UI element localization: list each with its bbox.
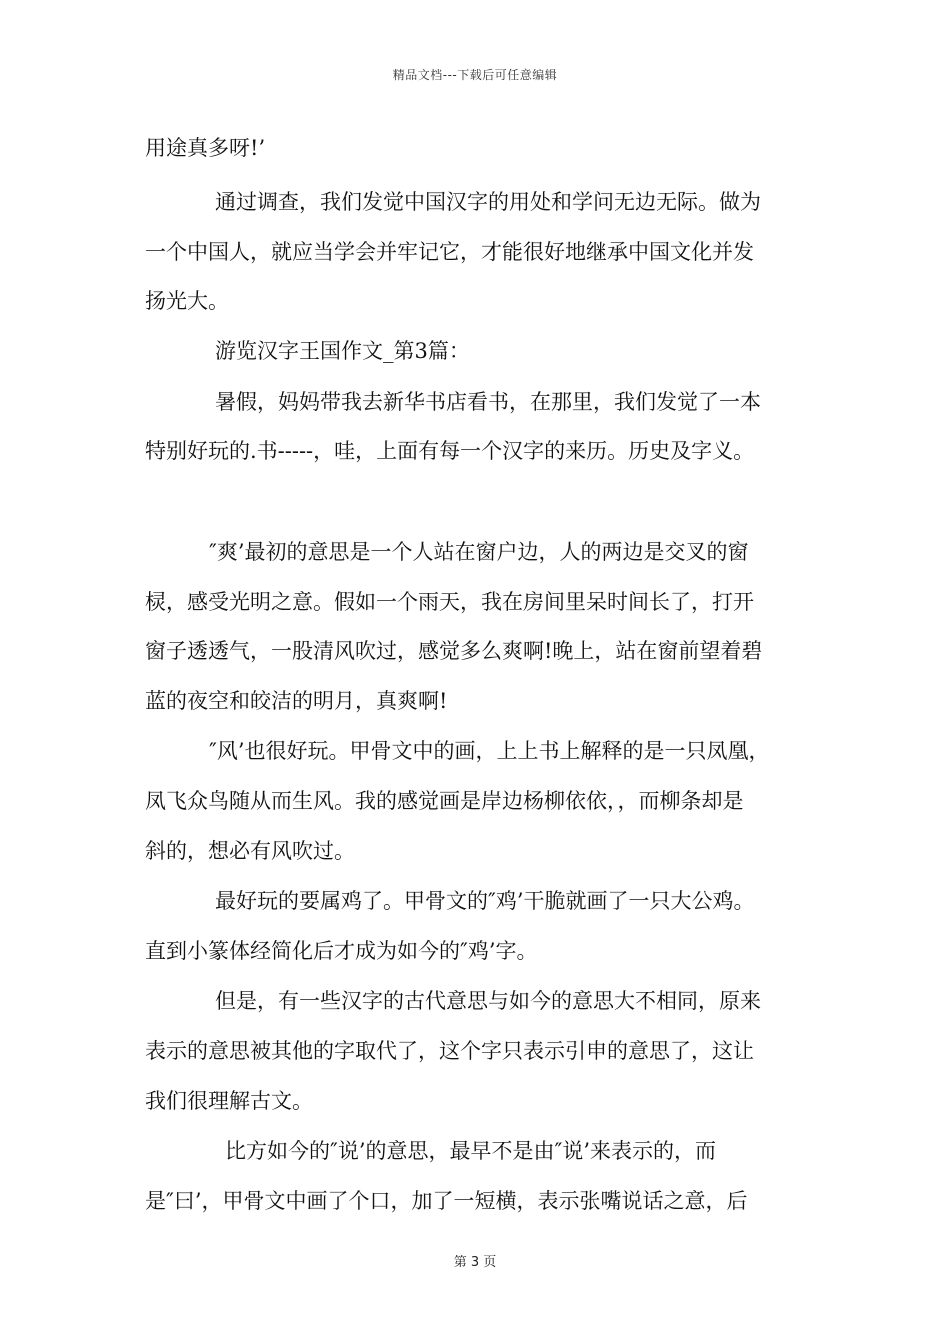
body-line: 比方如今的″说’的意思，最早不是由″说’来表示的，而 bbox=[225, 1139, 717, 1163]
body-line: 是″曰’，甲骨文中画了个口，加了一短横，表示张嘴说话之意，后 bbox=[145, 1189, 748, 1213]
body-line: 特别好玩的.书-----，哇，上面有每一个汉字的来历。历史及字义。 bbox=[145, 439, 755, 463]
body-line: ″风’也很好玩。甲骨文中的画，上上书上解释的是一只凤凰， bbox=[209, 739, 770, 763]
page-header: 精品文档---下载后可任意编辑 bbox=[392, 68, 558, 82]
body-line: 通过调查，我们发觉中国汉字的用处和学问无边无际。做为 bbox=[215, 190, 761, 214]
body-line: 扬光大。 bbox=[145, 289, 229, 313]
section-heading: 游览汉字王国作文_第3篇： bbox=[215, 339, 470, 363]
body-line: 直到小篆体经简化后才成为如今的″鸡’字。 bbox=[145, 939, 538, 963]
body-line: 用途真多呀!’ bbox=[145, 136, 266, 160]
body-line: 凤飞众鸟随从而生风。我的感觉画是岸边杨柳依依，，而柳条却是 bbox=[145, 789, 744, 813]
body-line: 蓝的夜空和皎洁的明月，真爽啊! bbox=[145, 689, 448, 713]
page-number: 第 3 页 bbox=[453, 1255, 497, 1270]
body-line: ″爽’最初的意思是一个人站在窗户边，人的两边是交叉的窗 bbox=[209, 540, 749, 564]
body-line: 我们很理解古文。 bbox=[145, 1089, 313, 1113]
body-line: 棂，感受光明之意。假如一个雨天，我在房间里呆时间长了，打开 bbox=[145, 590, 754, 614]
body-line: 但是，有一些汉字的古代意思与如今的意思大不相同，原来 bbox=[215, 989, 761, 1013]
body-line: 表示的意思被其他的字取代了，这个字只表示引申的意思了，这让 bbox=[145, 1039, 754, 1063]
body-line: 暑假，妈妈带我去新华书店看书，在那里，我们发觉了一本 bbox=[215, 390, 761, 414]
body-line: 斜的，想必有风吹过。 bbox=[145, 839, 355, 863]
body-line: 最好玩的要属鸡了。甲骨文的″鸡’干脆就画了一只大公鸡。 bbox=[215, 889, 755, 913]
body-line: 一个中国人，就应当学会并牢记它，才能很好地继承中国文化并发 bbox=[145, 240, 754, 264]
body-line: 窗子透透气，一股清风吹过，感觉多么爽啊!晚上，站在窗前望着碧 bbox=[145, 639, 763, 663]
